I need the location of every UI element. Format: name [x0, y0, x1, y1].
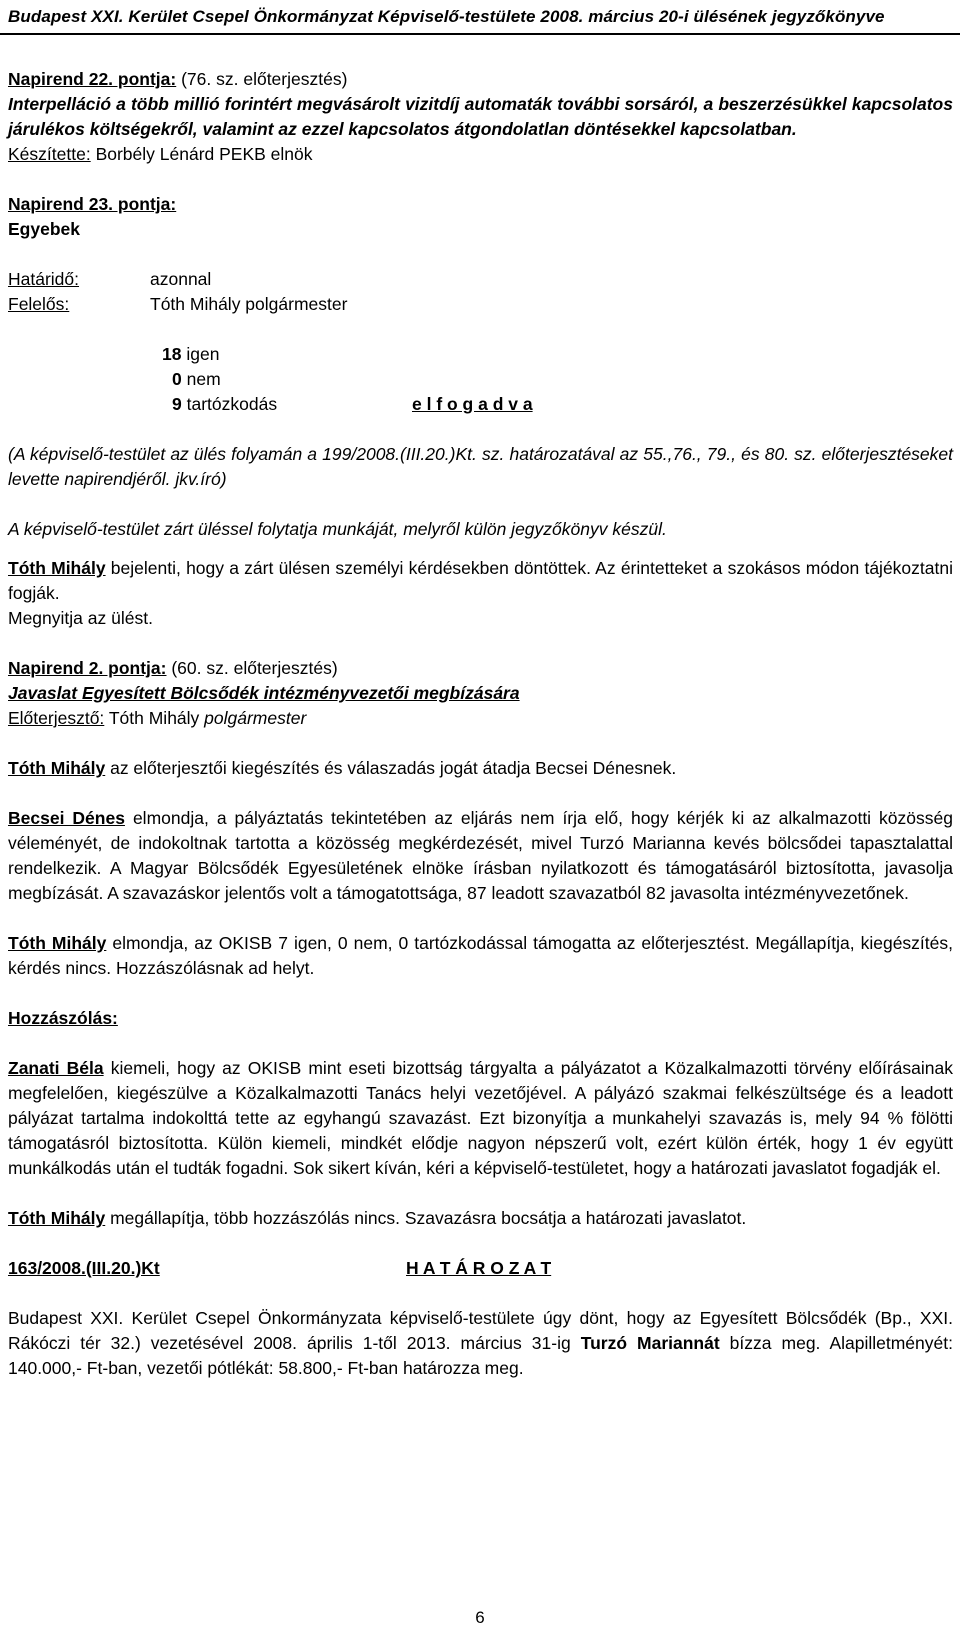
speaker-name: Tóth Mihály [8, 558, 106, 578]
paragraph-toth-3: Tóth Mihály megállapítja, több hozzászólás nincs. Szavazásra bocsátja a határozati javaslatot. [8, 1208, 747, 1228]
agenda-2-ref: (60. sz. előterjesztés) [166, 658, 338, 678]
vote-no: 0 nem [172, 369, 221, 389]
page-number: 6 [475, 1608, 485, 1627]
vote-block [162, 342, 953, 417]
deadline-row [8, 267, 953, 292]
vote-yes: 18 igen [162, 344, 220, 364]
agenda-23-label: Napirend 23. pontja: [8, 194, 177, 214]
agenda-22-title: Interpelláció a több millió forintért megvásárolt vizitdíj automaták további sorsáról, a beszerzésükkel kapcsolatos járulékos költségekről, valamint az ezzel kapcsolatos átgondolatlan döntésekkel kapcsolatban. [8, 94, 953, 139]
author-label: Készítette: [8, 144, 91, 164]
agenda-22-ref: (76. sz. előterjesztés) [181, 69, 348, 89]
deadline-value: azonnal [150, 269, 212, 289]
speaker-name: Tóth Mihály [8, 758, 106, 778]
speaker-name: Becsei Dénes [8, 808, 125, 828]
resolution-text: Budapest XXI. Kerület Csepel Önkormányzata képviselő-testülete úgy dönt, hogy az Egyesített Bölcsődék (Bp., XXI. Rákóczi tér 32.) vezetésével 2008. április 1-től 2013. március 31-ig Turzó Mariannát bízza meg. Alapilletményét: 140.000,- Ft-ban, vezetői pótlékát: 58.800,- Ft-ban határozza meg. [8, 1308, 953, 1378]
clerk-note: (A képviselő-testület az ülés folyamán a 199/2008.(III.20.)Kt. sz. határozatával az 55.,76., 79., és 80. sz. előterjesztéseket levette napirendjéről. jkv.író) [8, 444, 953, 489]
agenda-22-author [8, 142, 953, 167]
page-header [0, 0, 960, 35]
vote-result: e l f o g a d v a [412, 394, 533, 414]
closed-session-note: A képviselő-testület zárt üléssel folytatja munkáját, melyről külön jegyzőkönyv készül. [8, 519, 667, 539]
appointee-name: Turzó Mariannát [580, 1333, 720, 1353]
paragraph-zanati: Zanati Béla kiemeli, hogy az OKISB mint eseti bizottság tárgyalta a pályázatot a Közalkalmazotti törvény előírásainak megfelelően, kiegészülve a Közalkalmazotti Tanács helyi vezetőjével. A pályázó szakmai felkészültsége és a leadott pályázat tartalma indokolttá tette az egyhangú szavazást. Ezt bizonyítja a munkahelyi szavazás is, mely 94 % fölötti támogatásról biztosította. Külön kiemeli, mindkét elődje nagyon népszerű volt, ezért külön érték, hogy 1 év együtt munkálkodás után el tudták fogadni. Sok sikert kíván, kéri a képviselő-testületet, hogy a határozati javaslatot fogadják el. [8, 1058, 953, 1178]
agenda-2-heading [8, 656, 953, 681]
comments-heading: Hozzászólás: [8, 1008, 118, 1028]
agenda-22-label: Napirend 22. pontja: [8, 69, 177, 89]
speaker-name: Tóth Mihály [8, 1208, 106, 1228]
resolution-number: 163/2008.(III.20.)Kt [8, 1258, 160, 1278]
agenda-22-heading [8, 67, 953, 92]
resolution-heading: H A T Á R O Z A T [406, 1258, 552, 1278]
session-opened: Megnyitja az ülést. [8, 608, 153, 628]
responsible-row [8, 292, 953, 317]
paragraph-toth-2: Tóth Mihály elmondja, az OKISB 7 igen, 0 nem, 0 tartózkodással támogatta az előterjesztést. Megállapítja, kiegészítés, kérdés nincs. Hozzászólásnak ad helyt. [8, 933, 953, 978]
vote-abstain: 9 tartózkodás e l f o g a d v a [162, 392, 953, 417]
deadline-label: Határidő: [8, 269, 80, 289]
document-body [8, 67, 953, 1381]
responsible-label: Felelős: [8, 294, 70, 314]
responsible-value: Tóth Mihály polgármester [150, 294, 348, 314]
agenda-2-presenter: Előterjesztő: Tóth Mihály polgármester [8, 708, 307, 728]
agenda-2-title: Javaslat Egyesített Bölcsődék intézményvezetői megbízására [8, 683, 520, 703]
speaker-name: Zanati Béla [8, 1058, 104, 1078]
paragraph-toth-1: Tóth Mihály az előterjesztői kiegészítés és válaszadás jogát átadja Becsei Dénesnek. [8, 758, 677, 778]
paragraph-becsei: Becsei Dénes elmondja, a pályáztatás tekintetében az eljárás nem írja elő, hogy kérjék ki az alkalmazotti közösség véleményét, de indokoltnak tartotta a közösség megkérdezését, mivel Turzó Marianna kevés bölcsődei tapasztalattal rendelkezik. A Magyar Bölcsődék Egyesületének elnöke írásban nyilatkozott és támogatásáról biztosította, javasolja megbízását. A szavazáskor jelentős volt a támogatottsága, 87 leadott szavazatból 82 javasolta intézményvezetőnek. [8, 808, 953, 903]
resolution-heading-row [8, 1256, 953, 1281]
announcement: Tóth Mihály bejelenti, hogy a zárt ülésen személyi kérdésekben döntöttek. Az érintetteket a szokásos módon tájékoztatni fogják. [8, 558, 953, 603]
header-title: Budapest XXI. Kerület Csepel Önkormányzat Képviselő-testülete 2008. március 20-i ülésének jegyzőkönyve [8, 7, 885, 26]
agenda-23-title: Egyebek [8, 219, 80, 239]
author-name: Borbély Lénárd PEKB elnök [95, 144, 313, 164]
speaker-name: Tóth Mihály [8, 933, 107, 953]
agenda-2-label: Napirend 2. pontja: [8, 658, 167, 678]
